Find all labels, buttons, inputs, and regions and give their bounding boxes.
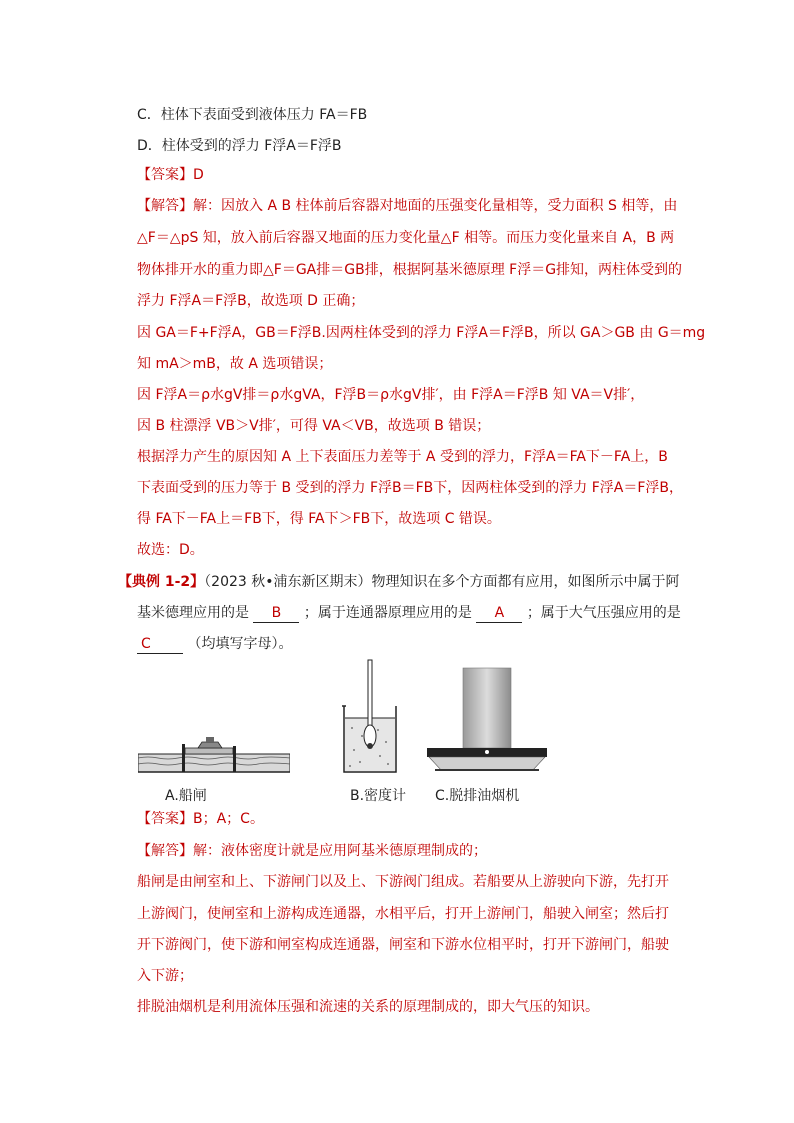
solution-line: 物体排开水的重力即△F＝GA排＝GB排，根据阿基米德原理 F浮＝G排知，两柱体受到的 xyxy=(137,262,683,278)
solution-line: 因 F浮A＝ρ水gV排＝ρ水gVA，F浮B＝ρ水gV排′，由 F浮A＝F浮B 知 VA＝V排′， xyxy=(137,387,645,403)
caption-c: C.脱排油烟机 xyxy=(435,788,520,804)
solution-2-line: 船闸是由闸室和上、下游闸门以及上、下游阀门组成。若船要从上游驶向下游，先打开 xyxy=(137,874,669,890)
example-tag: 【典例 1-2】 xyxy=(118,574,205,590)
solution-line: 浮力 F浮A＝F浮B，故选项 D 正确； xyxy=(137,293,365,309)
example-line-1 xyxy=(118,573,680,591)
solution-line: 根据浮力产生的原因知 A 上下表面压力差等于 A 受到的浮力，F浮A＝FA下－FA上，B xyxy=(137,449,668,465)
blank-1: B xyxy=(253,604,299,623)
solution-2-line: 【解答】解：液体密度计就是应用阿基米德原理制成的； xyxy=(137,843,487,859)
example-text: （均填写字母）。 xyxy=(187,636,293,652)
answer-2: 【答案】B；A；C。 xyxy=(137,811,264,827)
ship-lock-figure xyxy=(138,734,290,774)
conclusion: 故选：D。 xyxy=(137,542,204,558)
blank-2: A xyxy=(476,604,522,623)
answer-label: 【答案】D xyxy=(137,167,204,183)
solution-line: 知 mA＞mB，故 A 选项错误； xyxy=(137,356,333,372)
caption-a: A.船闸 xyxy=(165,788,207,804)
example-text: ；属于连通器原理应用的是 xyxy=(303,605,472,621)
solution-2-line: 上游阀门，使闸室和上游构成连通器，水相平后，打开上游闸门，船驶入闸室；然后打 xyxy=(137,906,669,922)
solution-line: 下表面受到的压力等于 B 受到的浮力 F浮B＝FB下，因两柱体受到的浮力 F浮A＝F浮B， xyxy=(137,480,684,496)
solution-2-line: 开下游阀门，使下游和闸室构成连通器，闸室和下游水位相平时，打开下游闸门，船驶 xyxy=(137,937,669,953)
option-c: C．柱体下表面受到液体压力 FA＝FB xyxy=(137,107,368,123)
example-line-3 xyxy=(137,635,292,654)
blank-3: C xyxy=(137,635,183,654)
range-hood-figure xyxy=(425,666,549,778)
option-d: D．柱体受到的浮力 F浮A＝F浮B xyxy=(137,138,342,154)
solution-line: 因 GA＝F+F浮A，GB＝F浮B.因两柱体受到的浮力 F浮A＝F浮B，所以 GA＞GB 由 G＝mg xyxy=(137,325,706,341)
solution-line: 【解答】解：因放入 A B 柱体前后容器对地面的压强变化量相等，受力面积 S 相等，由 xyxy=(137,198,678,214)
solution-line: 因 B 柱漂浮 VB＞V排′，可得 VA＜VB，故选项 B 错误； xyxy=(137,418,491,434)
solution-line: △F＝△pS 知，放入前后容器又地面的压力变化量△F 相等。而压力变化量来自 A，B 两 xyxy=(137,230,675,246)
solution-2-line: 入下游； xyxy=(137,968,193,984)
caption-b: B.密度计 xyxy=(350,788,407,804)
solution-2-line: 排脱油烟机是利用流体压强和流速的关系的原理制成的，即大气压的知识。 xyxy=(137,999,599,1015)
hydrometer-figure xyxy=(340,658,400,776)
solution-line: 得 FA下－FA上＝FB下，得 FA下＞FB下，故选项 C 错误。 xyxy=(137,511,501,527)
example-line-2 xyxy=(137,604,681,623)
example-text: （2023 秋•浦东新区期末）物理知识在多个方面都有应用，如图所示中属于阿 xyxy=(204,574,680,590)
example-text: ；属于大气压强应用的是 xyxy=(526,605,681,621)
example-text: 基米德理应用的是 xyxy=(137,605,249,621)
